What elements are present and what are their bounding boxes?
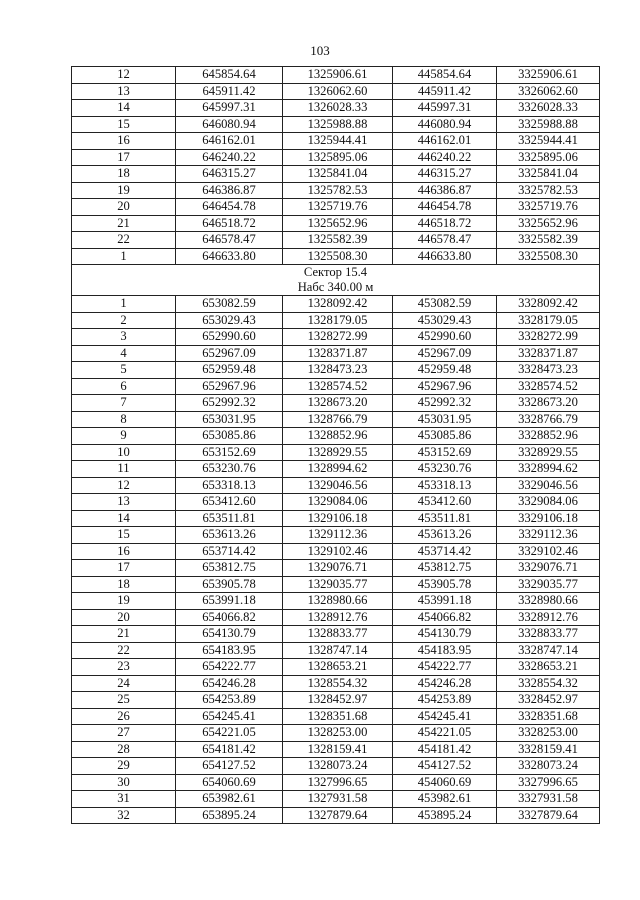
x-coordinate-alt-cell: 453412.60 [393, 494, 497, 511]
point-number-cell: 13 [72, 494, 176, 511]
table-row [72, 741, 600, 758]
y-coordinate-cell: 1329046.56 [283, 477, 393, 494]
x-coordinate-cell: 654127.52 [176, 758, 283, 775]
y-coordinate-cell: 1328653.21 [283, 659, 393, 676]
point-number-cell: 30 [72, 774, 176, 791]
y-coordinate-alt-cell: 3329076.71 [497, 560, 600, 577]
section-header-row [72, 265, 600, 296]
point-number-cell: 19 [72, 593, 176, 610]
x-coordinate-cell: 654221.05 [176, 725, 283, 742]
x-coordinate-alt-cell: 452990.60 [393, 329, 497, 346]
x-coordinate-alt-cell: 453613.26 [393, 527, 497, 544]
y-coordinate-cell: 1325652.96 [283, 215, 393, 232]
x-coordinate-cell: 653230.76 [176, 461, 283, 478]
y-coordinate-cell: 1325719.76 [283, 199, 393, 216]
y-coordinate-cell: 1328833.77 [283, 626, 393, 643]
point-number-cell: 32 [72, 807, 176, 824]
x-coordinate-alt-cell: 452959.48 [393, 362, 497, 379]
y-coordinate-alt-cell: 3328371.87 [497, 345, 600, 362]
table-row [72, 510, 600, 527]
table-row [72, 576, 600, 593]
table-row [72, 527, 600, 544]
y-coordinate-cell: 1328073.24 [283, 758, 393, 775]
table-row [72, 807, 600, 824]
table-row [72, 708, 600, 725]
y-coordinate-cell: 1328673.20 [283, 395, 393, 412]
point-number-cell: 16 [72, 133, 176, 150]
x-coordinate-cell: 646240.22 [176, 149, 283, 166]
point-number-cell: 4 [72, 345, 176, 362]
x-coordinate-alt-cell: 446518.72 [393, 215, 497, 232]
y-coordinate-cell: 1328766.79 [283, 411, 393, 428]
x-coordinate-cell: 653085.86 [176, 428, 283, 445]
y-coordinate-alt-cell: 3325841.04 [497, 166, 600, 183]
y-coordinate-cell: 1328852.96 [283, 428, 393, 445]
table-row [72, 166, 600, 183]
x-coordinate-alt-cell: 454181.42 [393, 741, 497, 758]
y-coordinate-alt-cell: 3329106.18 [497, 510, 600, 527]
x-coordinate-alt-cell: 453905.78 [393, 576, 497, 593]
x-coordinate-alt-cell: 454060.69 [393, 774, 497, 791]
y-coordinate-alt-cell: 3328766.79 [497, 411, 600, 428]
x-coordinate-alt-cell: 453082.59 [393, 296, 497, 313]
table-row [72, 675, 600, 692]
table-body-bottom [72, 296, 600, 824]
table-row [72, 494, 600, 511]
y-coordinate-alt-cell: 3328980.66 [497, 593, 600, 610]
y-coordinate-alt-cell: 3327931.58 [497, 791, 600, 808]
table-row [72, 83, 600, 100]
x-coordinate-cell: 653031.95 [176, 411, 283, 428]
y-coordinate-alt-cell: 3325719.76 [497, 199, 600, 216]
y-coordinate-cell: 1325895.06 [283, 149, 393, 166]
y-coordinate-alt-cell: 3328852.96 [497, 428, 600, 445]
y-coordinate-cell: 1328159.41 [283, 741, 393, 758]
table-row [72, 791, 600, 808]
point-number-cell: 10 [72, 444, 176, 461]
y-coordinate-cell: 1325508.30 [283, 248, 393, 265]
y-coordinate-alt-cell: 3325906.61 [497, 67, 600, 84]
x-coordinate-cell: 654183.95 [176, 642, 283, 659]
x-coordinate-alt-cell: 454221.05 [393, 725, 497, 742]
table-row [72, 395, 600, 412]
x-coordinate-cell: 646386.87 [176, 182, 283, 199]
point-number-cell: 8 [72, 411, 176, 428]
y-coordinate-alt-cell: 3329112.36 [497, 527, 600, 544]
x-coordinate-alt-cell: 446386.87 [393, 182, 497, 199]
y-coordinate-cell: 1329112.36 [283, 527, 393, 544]
point-number-cell: 18 [72, 166, 176, 183]
point-number-cell: 22 [72, 642, 176, 659]
y-coordinate-alt-cell: 3325988.88 [497, 116, 600, 133]
x-coordinate-alt-cell: 453714.42 [393, 543, 497, 560]
point-number-cell: 11 [72, 461, 176, 478]
y-coordinate-cell: 1325988.88 [283, 116, 393, 133]
point-number-cell: 12 [72, 67, 176, 84]
y-coordinate-cell: 1329076.71 [283, 560, 393, 577]
x-coordinate-cell: 653511.81 [176, 510, 283, 527]
y-coordinate-cell: 1329106.18 [283, 510, 393, 527]
table-body-top [72, 67, 600, 265]
x-coordinate-alt-cell: 453812.75 [393, 560, 497, 577]
table-row [72, 659, 600, 676]
table-row [72, 312, 600, 329]
point-number-cell: 7 [72, 395, 176, 412]
table-row [72, 692, 600, 709]
y-coordinate-cell: 1328092.42 [283, 296, 393, 313]
point-number-cell: 16 [72, 543, 176, 560]
table-row [72, 149, 600, 166]
y-coordinate-cell: 1328574.52 [283, 378, 393, 395]
point-number-cell: 13 [72, 83, 176, 100]
point-number-cell: 17 [72, 560, 176, 577]
table-row [72, 116, 600, 133]
point-number-cell: 23 [72, 659, 176, 676]
point-number-cell: 24 [72, 675, 176, 692]
point-number-cell: 21 [72, 626, 176, 643]
y-coordinate-cell: 1328351.68 [283, 708, 393, 725]
table-row [72, 560, 600, 577]
y-coordinate-cell: 1329084.06 [283, 494, 393, 511]
point-number-cell: 6 [72, 378, 176, 395]
x-coordinate-cell: 652990.60 [176, 329, 283, 346]
x-coordinate-cell: 654222.77 [176, 659, 283, 676]
point-number-cell: 20 [72, 199, 176, 216]
x-coordinate-cell: 646162.01 [176, 133, 283, 150]
y-coordinate-cell: 1327931.58 [283, 791, 393, 808]
x-coordinate-cell: 653318.13 [176, 477, 283, 494]
y-coordinate-alt-cell: 3327996.65 [497, 774, 600, 791]
y-coordinate-alt-cell: 3328452.97 [497, 692, 600, 709]
x-coordinate-cell: 654246.28 [176, 675, 283, 692]
x-coordinate-cell: 653029.43 [176, 312, 283, 329]
x-coordinate-cell: 646080.94 [176, 116, 283, 133]
x-coordinate-alt-cell: 453031.95 [393, 411, 497, 428]
x-coordinate-cell: 646578.47 [176, 232, 283, 249]
table-row [72, 296, 600, 313]
x-coordinate-alt-cell: 446240.22 [393, 149, 497, 166]
x-coordinate-cell: 652959.48 [176, 362, 283, 379]
x-coordinate-cell: 653082.59 [176, 296, 283, 313]
point-number-cell: 28 [72, 741, 176, 758]
x-coordinate-cell: 653613.26 [176, 527, 283, 544]
y-coordinate-alt-cell: 3328159.41 [497, 741, 600, 758]
y-coordinate-alt-cell: 3328747.14 [497, 642, 600, 659]
x-coordinate-cell: 652992.32 [176, 395, 283, 412]
x-coordinate-cell: 653982.61 [176, 791, 283, 808]
table-row [72, 609, 600, 626]
table-row [72, 133, 600, 150]
x-coordinate-alt-cell: 446162.01 [393, 133, 497, 150]
x-coordinate-cell: 646315.27 [176, 166, 283, 183]
y-coordinate-alt-cell: 3328351.68 [497, 708, 600, 725]
x-coordinate-alt-cell: 453895.24 [393, 807, 497, 824]
table-row [72, 444, 600, 461]
table-row [72, 345, 600, 362]
y-coordinate-alt-cell: 3328994.62 [497, 461, 600, 478]
x-coordinate-cell: 653152.69 [176, 444, 283, 461]
x-coordinate-alt-cell: 446315.27 [393, 166, 497, 183]
x-coordinate-alt-cell: 453511.81 [393, 510, 497, 527]
x-coordinate-alt-cell: 452967.09 [393, 345, 497, 362]
y-coordinate-cell: 1329102.46 [283, 543, 393, 560]
x-coordinate-cell: 645854.64 [176, 67, 283, 84]
point-number-cell: 20 [72, 609, 176, 626]
x-coordinate-alt-cell: 453085.86 [393, 428, 497, 445]
x-coordinate-cell: 654066.82 [176, 609, 283, 626]
x-coordinate-cell: 653991.18 [176, 593, 283, 610]
x-coordinate-alt-cell: 454130.79 [393, 626, 497, 643]
x-coordinate-cell: 654253.89 [176, 692, 283, 709]
table-row [72, 461, 600, 478]
y-coordinate-alt-cell: 3328653.21 [497, 659, 600, 676]
table-row [72, 100, 600, 117]
y-coordinate-cell: 1327996.65 [283, 774, 393, 791]
section-subtitle: Набс 340.00 м [297, 280, 374, 294]
x-coordinate-alt-cell: 454245.41 [393, 708, 497, 725]
y-coordinate-alt-cell: 3328912.76 [497, 609, 600, 626]
x-coordinate-cell: 646454.78 [176, 199, 283, 216]
y-coordinate-alt-cell: 3325944.41 [497, 133, 600, 150]
y-coordinate-cell: 1325841.04 [283, 166, 393, 183]
y-coordinate-cell: 1329035.77 [283, 576, 393, 593]
point-number-cell: 26 [72, 708, 176, 725]
y-coordinate-alt-cell: 3328554.32 [497, 675, 600, 692]
y-coordinate-alt-cell: 3328929.55 [497, 444, 600, 461]
point-number-cell: 18 [72, 576, 176, 593]
point-number-cell: 5 [72, 362, 176, 379]
table-row [72, 199, 600, 216]
x-coordinate-alt-cell: 454253.89 [393, 692, 497, 709]
x-coordinate-alt-cell: 453982.61 [393, 791, 497, 808]
x-coordinate-alt-cell: 452992.32 [393, 395, 497, 412]
table-row [72, 215, 600, 232]
x-coordinate-alt-cell: 454246.28 [393, 675, 497, 692]
point-number-cell: 19 [72, 182, 176, 199]
point-number-cell: 17 [72, 149, 176, 166]
x-coordinate-alt-cell: 454066.82 [393, 609, 497, 626]
x-coordinate-alt-cell: 453318.13 [393, 477, 497, 494]
y-coordinate-cell: 1328912.76 [283, 609, 393, 626]
section-header [72, 265, 600, 296]
y-coordinate-alt-cell: 3329035.77 [497, 576, 600, 593]
y-coordinate-alt-cell: 3328833.77 [497, 626, 600, 643]
x-coordinate-alt-cell: 453029.43 [393, 312, 497, 329]
table-row [72, 182, 600, 199]
x-coordinate-alt-cell: 446578.47 [393, 232, 497, 249]
y-coordinate-alt-cell: 3328073.24 [497, 758, 600, 775]
point-number-cell: 1 [72, 248, 176, 265]
x-coordinate-cell: 646633.80 [176, 248, 283, 265]
x-coordinate-alt-cell: 453230.76 [393, 461, 497, 478]
table-row [72, 248, 600, 265]
y-coordinate-cell: 1328253.00 [283, 725, 393, 742]
y-coordinate-alt-cell: 3329046.56 [497, 477, 600, 494]
y-coordinate-cell: 1328980.66 [283, 593, 393, 610]
point-number-cell: 25 [72, 692, 176, 709]
point-number-cell: 14 [72, 100, 176, 117]
y-coordinate-alt-cell: 3328272.99 [497, 329, 600, 346]
y-coordinate-alt-cell: 3328673.20 [497, 395, 600, 412]
x-coordinate-alt-cell: 446080.94 [393, 116, 497, 133]
x-coordinate-alt-cell: 445854.64 [393, 67, 497, 84]
x-coordinate-cell: 654060.69 [176, 774, 283, 791]
x-coordinate-alt-cell: 446454.78 [393, 199, 497, 216]
table-row [72, 543, 600, 560]
section-title: Сектор 15.4 [303, 265, 368, 279]
y-coordinate-cell: 1328371.87 [283, 345, 393, 362]
y-coordinate-cell: 1328179.05 [283, 312, 393, 329]
page-number: 103 [310, 43, 330, 58]
x-coordinate-cell: 654130.79 [176, 626, 283, 643]
y-coordinate-cell: 1325906.61 [283, 67, 393, 84]
y-coordinate-alt-cell: 3326062.60 [497, 83, 600, 100]
table-row [72, 232, 600, 249]
x-coordinate-alt-cell: 454222.77 [393, 659, 497, 676]
y-coordinate-alt-cell: 3325652.96 [497, 215, 600, 232]
point-number-cell: 9 [72, 428, 176, 445]
y-coordinate-alt-cell: 3328092.42 [497, 296, 600, 313]
point-number-cell: 21 [72, 215, 176, 232]
x-coordinate-alt-cell: 445911.42 [393, 83, 497, 100]
x-coordinate-cell: 654245.41 [176, 708, 283, 725]
x-coordinate-cell: 645911.42 [176, 83, 283, 100]
y-coordinate-cell: 1325582.39 [283, 232, 393, 249]
x-coordinate-cell: 653412.60 [176, 494, 283, 511]
x-coordinate-cell: 653714.42 [176, 543, 283, 560]
x-coordinate-alt-cell: 453991.18 [393, 593, 497, 610]
point-number-cell: 29 [72, 758, 176, 775]
y-coordinate-alt-cell: 3327879.64 [497, 807, 600, 824]
y-coordinate-cell: 1328747.14 [283, 642, 393, 659]
x-coordinate-cell: 646518.72 [176, 215, 283, 232]
y-coordinate-cell: 1328994.62 [283, 461, 393, 478]
x-coordinate-cell: 653812.75 [176, 560, 283, 577]
y-coordinate-alt-cell: 3325508.30 [497, 248, 600, 265]
y-coordinate-cell: 1328473.23 [283, 362, 393, 379]
table-row [72, 593, 600, 610]
table-row [72, 428, 600, 445]
table-row [72, 477, 600, 494]
section-title-cell [72, 265, 600, 296]
y-coordinate-alt-cell: 3329102.46 [497, 543, 600, 560]
table-row [72, 642, 600, 659]
y-coordinate-alt-cell: 3326028.33 [497, 100, 600, 117]
x-coordinate-alt-cell: 454183.95 [393, 642, 497, 659]
point-number-cell: 22 [72, 232, 176, 249]
y-coordinate-cell: 1326028.33 [283, 100, 393, 117]
x-coordinate-cell: 652967.09 [176, 345, 283, 362]
point-number-cell: 3 [72, 329, 176, 346]
table-row [72, 626, 600, 643]
point-number-cell: 2 [72, 312, 176, 329]
point-number-cell: 12 [72, 477, 176, 494]
x-coordinate-cell: 654181.42 [176, 741, 283, 758]
y-coordinate-alt-cell: 3325782.53 [497, 182, 600, 199]
y-coordinate-cell: 1327879.64 [283, 807, 393, 824]
y-coordinate-cell: 1328272.99 [283, 329, 393, 346]
x-coordinate-cell: 653905.78 [176, 576, 283, 593]
x-coordinate-cell: 653895.24 [176, 807, 283, 824]
y-coordinate-alt-cell: 3328179.05 [497, 312, 600, 329]
x-coordinate-alt-cell: 452967.96 [393, 378, 497, 395]
y-coordinate-cell: 1328929.55 [283, 444, 393, 461]
table-row [72, 411, 600, 428]
y-coordinate-cell: 1328452.97 [283, 692, 393, 709]
y-coordinate-alt-cell: 3325582.39 [497, 232, 600, 249]
x-coordinate-cell: 652967.96 [176, 378, 283, 395]
y-coordinate-alt-cell: 3329084.06 [497, 494, 600, 511]
y-coordinate-cell: 1325944.41 [283, 133, 393, 150]
x-coordinate-alt-cell: 453152.69 [393, 444, 497, 461]
x-coordinate-alt-cell: 454127.52 [393, 758, 497, 775]
point-number-cell: 15 [72, 116, 176, 133]
table-row [72, 67, 600, 84]
y-coordinate-cell: 1328554.32 [283, 675, 393, 692]
point-number-cell: 14 [72, 510, 176, 527]
table-row [72, 362, 600, 379]
coordinates-table [71, 66, 600, 824]
point-number-cell: 1 [72, 296, 176, 313]
x-coordinate-cell: 645997.31 [176, 100, 283, 117]
point-number-cell: 15 [72, 527, 176, 544]
y-coordinate-cell: 1326062.60 [283, 83, 393, 100]
table-row [72, 758, 600, 775]
y-coordinate-alt-cell: 3325895.06 [497, 149, 600, 166]
point-number-cell: 27 [72, 725, 176, 742]
table-row [72, 378, 600, 395]
y-coordinate-alt-cell: 3328473.23 [497, 362, 600, 379]
table-row [72, 774, 600, 791]
y-coordinate-alt-cell: 3328574.52 [497, 378, 600, 395]
y-coordinate-cell: 1325782.53 [283, 182, 393, 199]
x-coordinate-alt-cell: 445997.31 [393, 100, 497, 117]
point-number-cell: 31 [72, 791, 176, 808]
table-row [72, 725, 600, 742]
x-coordinate-alt-cell: 446633.80 [393, 248, 497, 265]
table-row [72, 329, 600, 346]
y-coordinate-alt-cell: 3328253.00 [497, 725, 600, 742]
